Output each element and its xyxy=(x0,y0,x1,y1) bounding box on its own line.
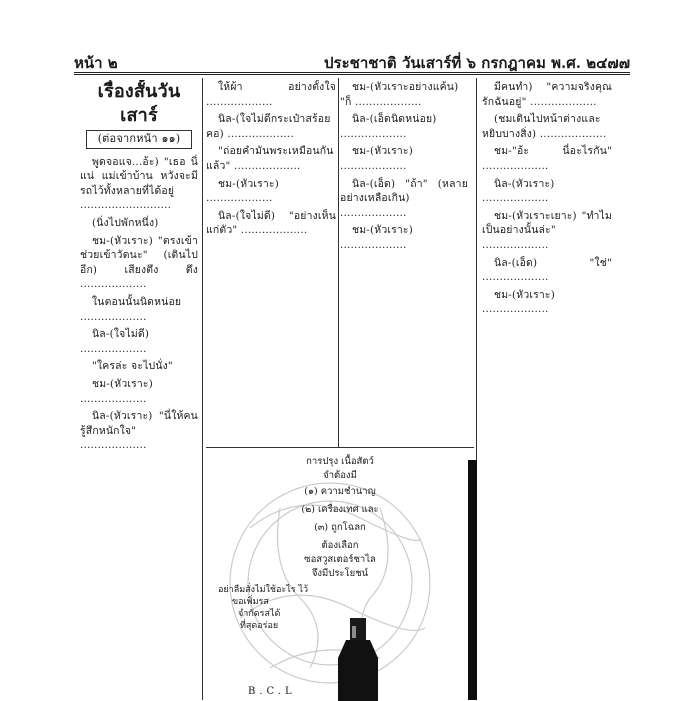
paragraph: นิล-(เอ็ดนิดหน่อย) ................... xyxy=(340,113,437,140)
ad-text: จำต้องมี xyxy=(323,470,357,481)
paragraph: นิล-(เอ็ด) "ถ้า" (หลายอย่างเหลือเกิน) ................... xyxy=(340,177,468,219)
paragraph: พูดจอแจ...อ้ะ) "เธอ นี่แน่ แม่เข้าบ้าน หวังจะมีรถไว้ทั้งหลายที่ได้อยู่ .......................... xyxy=(80,155,198,212)
newspaper-name: ประชาชาติ xyxy=(324,54,397,72)
paragraph: ชม-(หัวเราะ) "ตรงเข้าช่วยเข้าวัดนะ" (เดินไปอีก) เสียงตึง ตึง ................... xyxy=(80,234,198,291)
paragraph: นิล-(ใจไม่ดี) "อย่างเห็นแก่ตัว" ................... xyxy=(206,209,336,237)
paragraph: ชม-(หัวเราะ) ................... xyxy=(80,377,153,405)
bottle-icon xyxy=(322,618,394,701)
ad-text: ต้องเลือก xyxy=(321,540,359,551)
ad-item: (๒) เครื่องเทศ และ xyxy=(301,504,379,515)
paragraph: (นิ่งไปพักหนึ่ง) xyxy=(92,216,159,229)
paragraph: ชม-(หัวเราะ) ................... xyxy=(206,177,279,205)
column-2 xyxy=(206,80,336,442)
brand-mark: B.C.L xyxy=(248,686,296,697)
page-number: หน้า ๒ xyxy=(74,54,118,72)
continued-note: (ต่อจากหน้า ๑๑) xyxy=(86,130,192,149)
paragraph: ชม-(หัวเราะ) ................... xyxy=(340,145,413,172)
ad-text: ขอเพิ่มรส xyxy=(232,597,269,607)
paragraph: ชม-"อ้ะ นี่อะไรกัน" ................... xyxy=(482,145,612,172)
paragraph: "ใครล่ะ จะไปนั่ง" xyxy=(92,360,173,373)
paragraph: นิล-(หัวเราะ) ................... xyxy=(482,177,555,205)
ad-text: จึงมีประโยชน์ xyxy=(311,568,369,579)
paragraph: ชม-(หัวเราะอย่างแค้น) "ก็ ................... xyxy=(340,81,459,108)
ad-item: (๓) ถูกโฉลก xyxy=(314,522,366,533)
masthead xyxy=(74,48,630,75)
issue-date: วันเสาร์ที่ ๖ กรกฎาคม พ.ศ. ๒๔๗๗ xyxy=(401,54,630,72)
dark-bar xyxy=(468,460,477,700)
paragraph: ชม-(หัวเราะ) ................... xyxy=(482,288,555,316)
paragraph: นิล-(เอ็ด) "ใช่" ................... xyxy=(482,256,612,284)
column-1 xyxy=(80,80,198,700)
feature-title: เรื่องสั้นวันเสาร์ xyxy=(97,81,181,126)
column-rule xyxy=(202,78,203,700)
paragraph: "ถ่อยคำมันพระเหมือนกันแล้ว" ................... xyxy=(206,145,334,172)
paragraph: ในตอนนั้นนิดหน่อย ................... xyxy=(80,295,182,323)
column-4 xyxy=(482,80,612,700)
paragraph: นิล-(หัวเราะ) "นี่ให้คนรู้สึกหนักใจ" ................... xyxy=(80,410,198,452)
ad-text: อย่าลืมสั่งไม่ใช้อะไร ไว้ xyxy=(218,585,309,595)
ad-heading: การปรุง เนื้อสัตว์ xyxy=(306,456,374,467)
paragraph: นิล-(ใจไม่ดี) ................... xyxy=(80,328,150,355)
column-3 xyxy=(340,80,468,442)
column-rule xyxy=(338,78,339,450)
paragraph: (ชมเดินไปหน้าต่างและหยิบบางสิ่ง) ................... xyxy=(482,113,607,140)
paragraph: มีคนทำ) "ความจริงคุณรักฉันอยู่" ................... xyxy=(482,81,612,108)
paragraph: ให้ผ้า อย่างตั้งใจ ................... xyxy=(206,81,336,108)
ad-text: จำกัดรสได้ xyxy=(238,609,281,619)
paragraph: ชม-(หัวเราะ) ................... xyxy=(340,224,413,251)
ad-text: ซอสวูสเตอร์ชาไล xyxy=(304,554,376,565)
paragraph: ชม-(หัวเราะเยาะ) "ทำไมเป็นอย่างนั้นล่ะ" ................... xyxy=(482,209,612,251)
paragraph: นิล-(ใจไม่ดีกระเป๋าสร้อยคอ) ................... xyxy=(206,113,331,140)
ad-text: ที่สุดอร่อย xyxy=(240,621,279,631)
ad-item: (๑) ความชำนาญ xyxy=(304,486,376,497)
advertisement xyxy=(206,447,474,701)
